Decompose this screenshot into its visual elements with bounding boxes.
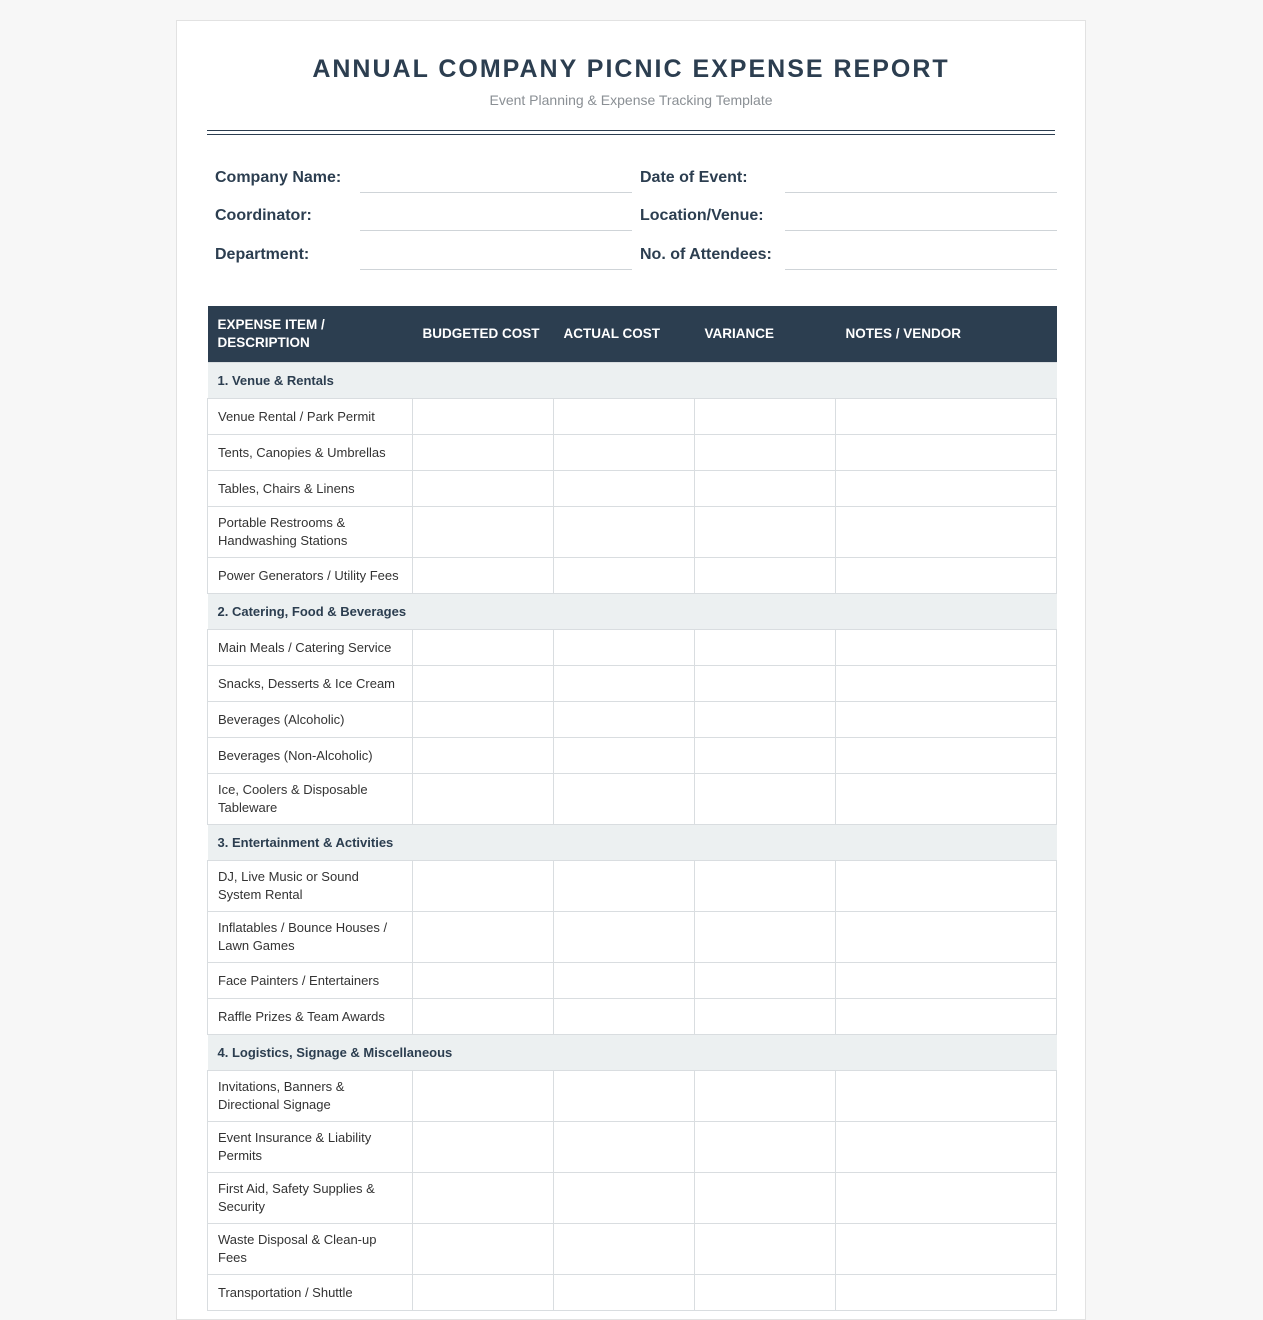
actual-cost-cell[interactable] xyxy=(554,1071,695,1122)
expense-item-cell: Snacks, Desserts & Ice Cream xyxy=(208,666,413,702)
notes-vendor-cell[interactable] xyxy=(836,1122,1057,1173)
date-of-event-label: Date of Event: xyxy=(640,169,748,186)
expense-item-cell: Face Painters / Entertainers xyxy=(208,963,413,999)
section-header-row xyxy=(208,1035,1057,1071)
notes-vendor-cell[interactable] xyxy=(836,963,1057,999)
department-label: Department: xyxy=(215,246,310,263)
actual-cost-cell[interactable] xyxy=(554,1224,695,1275)
expense-row xyxy=(208,558,1057,594)
actual-cost-cell[interactable] xyxy=(554,471,695,507)
notes-vendor-cell[interactable] xyxy=(836,774,1057,825)
actual-cost-cell[interactable] xyxy=(554,999,695,1035)
attendees-field[interactable] xyxy=(785,269,1057,270)
expense-row xyxy=(208,999,1057,1035)
expense-row xyxy=(208,861,1057,912)
budgeted-cost-cell[interactable] xyxy=(413,1275,554,1311)
expense-row xyxy=(208,1071,1057,1122)
actual-cost-cell[interactable] xyxy=(554,630,695,666)
section-title: 4. Logistics, Signage & Miscellaneous xyxy=(208,1035,1057,1071)
variance-cell[interactable] xyxy=(695,963,836,999)
expense-row xyxy=(208,738,1057,774)
budgeted-cost-cell[interactable] xyxy=(413,558,554,594)
section-title: 1. Venue & Rentals xyxy=(208,363,1057,399)
coordinator-field[interactable] xyxy=(360,230,632,231)
budgeted-cost-cell[interactable] xyxy=(413,1173,554,1224)
variance-cell[interactable] xyxy=(695,1275,836,1311)
section-title: 2. Catering, Food & Beverages xyxy=(208,594,1057,630)
expense-item-cell: Event Insurance & Liability Permits xyxy=(208,1122,413,1173)
budgeted-cost-cell[interactable] xyxy=(413,1122,554,1173)
date-of-event-field[interactable] xyxy=(785,192,1057,193)
event-info-section xyxy=(177,135,1085,275)
notes-vendor-cell[interactable] xyxy=(836,435,1057,471)
variance-cell[interactable] xyxy=(695,912,836,963)
attendees-label: No. of Attendees: xyxy=(640,246,772,263)
expense-item-cell: Beverages (Alcoholic) xyxy=(208,702,413,738)
budgeted-cost-cell[interactable] xyxy=(413,861,554,912)
notes-vendor-cell[interactable] xyxy=(836,1224,1057,1275)
expense-row xyxy=(208,702,1057,738)
variance-cell[interactable] xyxy=(695,630,836,666)
expense-item-cell: Transportation / Shuttle xyxy=(208,1275,413,1311)
column-header: ACTUAL COST xyxy=(554,306,695,363)
section-title: 3. Entertainment & Activities xyxy=(208,825,1057,861)
expense-table-header xyxy=(208,306,1057,363)
section-header-row xyxy=(208,825,1057,861)
variance-cell[interactable] xyxy=(695,399,836,435)
actual-cost-cell[interactable] xyxy=(554,666,695,702)
budgeted-cost-cell[interactable] xyxy=(413,774,554,825)
budgeted-cost-cell[interactable] xyxy=(413,435,554,471)
actual-cost-cell[interactable] xyxy=(554,1122,695,1173)
expense-row xyxy=(208,1122,1057,1173)
location-field[interactable] xyxy=(785,230,1057,231)
department-field[interactable] xyxy=(360,269,632,270)
notes-vendor-cell[interactable] xyxy=(836,507,1057,558)
actual-cost-cell[interactable] xyxy=(554,738,695,774)
variance-cell[interactable] xyxy=(695,507,836,558)
coordinator-label: Coordinator: xyxy=(215,207,312,224)
expense-row xyxy=(208,912,1057,963)
budgeted-cost-cell[interactable] xyxy=(413,738,554,774)
expense-item-cell: Tables, Chairs & Linens xyxy=(208,471,413,507)
expense-item-cell: Tents, Canopies & Umbrellas xyxy=(208,435,413,471)
column-header: EXPENSE ITEM / DESCRIPTION xyxy=(208,306,413,363)
actual-cost-cell[interactable] xyxy=(554,963,695,999)
budgeted-cost-cell[interactable] xyxy=(413,471,554,507)
variance-cell[interactable] xyxy=(695,1071,836,1122)
notes-vendor-cell[interactable] xyxy=(836,861,1057,912)
actual-cost-cell[interactable] xyxy=(554,507,695,558)
notes-vendor-cell[interactable] xyxy=(836,471,1057,507)
expense-item-cell: Invitations, Banners & Directional Signage xyxy=(208,1071,413,1122)
expense-item-cell: Power Generators / Utility Fees xyxy=(208,558,413,594)
expense-item-cell: DJ, Live Music or Sound System Rental xyxy=(208,861,413,912)
location-label: Location/Venue: xyxy=(640,207,764,224)
actual-cost-cell[interactable] xyxy=(554,435,695,471)
expense-item-cell: Beverages (Non-Alcoholic) xyxy=(208,738,413,774)
variance-cell[interactable] xyxy=(695,774,836,825)
variance-cell[interactable] xyxy=(695,738,836,774)
variance-cell[interactable] xyxy=(695,558,836,594)
actual-cost-cell[interactable] xyxy=(554,399,695,435)
report-sheet xyxy=(176,20,1086,1320)
expense-row xyxy=(208,1275,1057,1311)
expense-item-cell: Portable Restrooms & Handwashing Stations xyxy=(208,507,413,558)
budgeted-cost-cell[interactable] xyxy=(413,999,554,1035)
company-name-field[interactable] xyxy=(360,192,632,193)
notes-vendor-cell[interactable] xyxy=(836,666,1057,702)
expense-row xyxy=(208,963,1057,999)
expense-row xyxy=(208,471,1057,507)
budgeted-cost-cell[interactable] xyxy=(413,1224,554,1275)
expense-item-cell: Venue Rental / Park Permit xyxy=(208,399,413,435)
report-subtitle: Event Planning & Expense Tracking Template xyxy=(489,92,773,108)
actual-cost-cell[interactable] xyxy=(554,861,695,912)
actual-cost-cell[interactable] xyxy=(554,702,695,738)
variance-cell[interactable] xyxy=(695,1173,836,1224)
variance-cell[interactable] xyxy=(695,1122,836,1173)
actual-cost-cell[interactable] xyxy=(554,558,695,594)
budgeted-cost-cell[interactable] xyxy=(413,507,554,558)
company-name-label: Company Name: xyxy=(215,169,342,186)
expense-item-cell: First Aid, Safety Supplies & Security xyxy=(208,1173,413,1224)
column-header: BUDGETED COST xyxy=(413,306,554,363)
expense-row xyxy=(208,774,1057,825)
budgeted-cost-cell[interactable] xyxy=(413,912,554,963)
variance-cell[interactable] xyxy=(695,471,836,507)
expense-row xyxy=(208,1173,1057,1224)
actual-cost-cell[interactable] xyxy=(554,774,695,825)
variance-cell[interactable] xyxy=(695,999,836,1035)
notes-vendor-cell[interactable] xyxy=(836,1071,1057,1122)
notes-vendor-cell[interactable] xyxy=(836,630,1057,666)
notes-vendor-cell[interactable] xyxy=(836,399,1057,435)
expense-item-cell: Ice, Coolers & Disposable Tableware xyxy=(208,774,413,825)
notes-vendor-cell[interactable] xyxy=(836,702,1057,738)
expense-row xyxy=(208,1224,1057,1275)
notes-vendor-cell[interactable] xyxy=(836,1275,1057,1311)
actual-cost-cell[interactable] xyxy=(554,1275,695,1311)
actual-cost-cell[interactable] xyxy=(554,912,695,963)
expense-row xyxy=(208,399,1057,435)
expense-item-cell: Main Meals / Catering Service xyxy=(208,630,413,666)
expense-item-cell: Inflatables / Bounce Houses / Lawn Games xyxy=(208,912,413,963)
budgeted-cost-cell[interactable] xyxy=(413,630,554,666)
variance-cell[interactable] xyxy=(695,1224,836,1275)
notes-vendor-cell[interactable] xyxy=(836,999,1057,1035)
expense-table xyxy=(207,306,1057,1311)
expense-item-cell: Raffle Prizes & Team Awards xyxy=(208,999,413,1035)
expense-row xyxy=(208,666,1057,702)
expense-row xyxy=(208,630,1057,666)
variance-cell[interactable] xyxy=(695,666,836,702)
budgeted-cost-cell[interactable] xyxy=(413,399,554,435)
notes-vendor-cell[interactable] xyxy=(836,738,1057,774)
notes-vendor-cell[interactable] xyxy=(836,558,1057,594)
column-header: NOTES / VENDOR xyxy=(836,306,1057,363)
budgeted-cost-cell[interactable] xyxy=(413,702,554,738)
variance-cell[interactable] xyxy=(695,861,836,912)
section-header-row xyxy=(208,363,1057,399)
budgeted-cost-cell[interactable] xyxy=(413,666,554,702)
budgeted-cost-cell[interactable] xyxy=(413,963,554,999)
expense-table-body xyxy=(208,363,1057,1311)
section-header-row xyxy=(208,594,1057,630)
column-header: VARIANCE xyxy=(695,306,836,363)
report-title: ANNUAL COMPANY PICNIC EXPENSE REPORT xyxy=(312,55,950,83)
notes-vendor-cell[interactable] xyxy=(836,912,1057,963)
expense-row xyxy=(208,435,1057,471)
variance-cell[interactable] xyxy=(695,702,836,738)
budgeted-cost-cell[interactable] xyxy=(413,1071,554,1122)
actual-cost-cell[interactable] xyxy=(554,1173,695,1224)
expense-item-cell: Waste Disposal & Clean-up Fees xyxy=(208,1224,413,1275)
variance-cell[interactable] xyxy=(695,435,836,471)
expense-row xyxy=(208,507,1057,558)
notes-vendor-cell[interactable] xyxy=(836,1173,1057,1224)
